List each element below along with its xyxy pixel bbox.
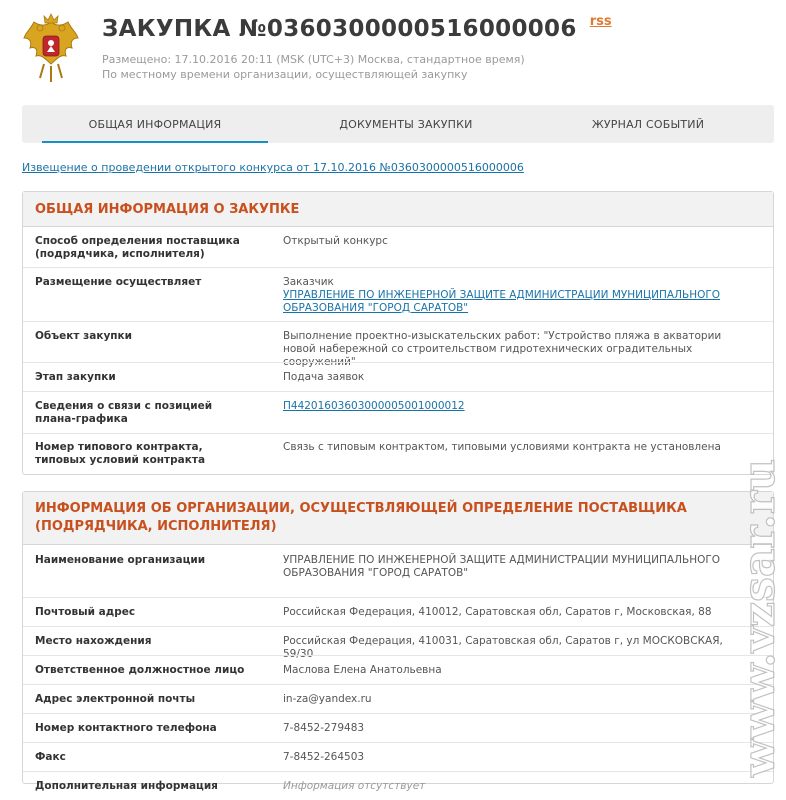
table-row xyxy=(23,227,773,267)
customer-link[interactable]: УПРАВЛЕНИЕ ПО ИНЖЕНЕРНОЙ ЗАЩИТЕ АДМИНИСТРАЦИИ МУНИЦИПАЛЬНОГО ОБРАЗОВАНИЯ "ГОРОД САРАТОВ" xyxy=(283,289,721,314)
table-row xyxy=(23,321,773,368)
row-value: Маслова Елена Анатольевна xyxy=(283,664,442,676)
plan-schedule-link[interactable]: П44201603603000005001000012 xyxy=(283,400,465,412)
row-label: Место нахождения xyxy=(35,635,152,647)
row-label: Номер контактного телефона xyxy=(35,722,217,734)
coat-of-arms-icon xyxy=(22,12,80,84)
row-value: Открытый конкурс xyxy=(283,235,388,247)
table-row xyxy=(23,545,773,597)
row-label: Адрес электронной почты xyxy=(35,693,196,705)
phone-value: 7-8452-279483 xyxy=(283,722,365,734)
fax-value: 7-8452-264503 xyxy=(283,751,365,763)
general-info-heading: ОБЩАЯ ИНФОРМАЦИЯ О ЗАКУПКЕ xyxy=(23,192,773,227)
row-value: Заказчик xyxy=(283,276,334,288)
row-value: Подача заявок xyxy=(283,371,365,383)
table-row xyxy=(23,391,773,433)
tab-events-log[interactable]: ЖУРНАЛ СОБЫТИЙ xyxy=(591,118,705,131)
organization-panel xyxy=(22,491,774,792)
timezone-note: По местному времени организации, осуществляющей закупку xyxy=(102,68,468,81)
table-row xyxy=(23,267,773,321)
table-row xyxy=(23,362,773,391)
table-row xyxy=(23,684,773,713)
table-row xyxy=(23,771,773,800)
row-label: Номер типового контракта, типовых условий контракта xyxy=(35,441,206,466)
organization-heading: ИНФОРМАЦИЯ ОБ ОРГАНИЗАЦИИ, ОСУЩЕСТВЛЯЮЩЕЙ ОПРЕДЕЛЕНИЕ ПОСТАВЩИКА (ПОДРЯДЧИКА, ИСПОЛНИТЕЛЯ) xyxy=(23,492,773,545)
table-row xyxy=(23,626,773,660)
row-value: Российская Федерация, 410031, Саратовская обл, Саратов г, ул МОСКОВСКАЯ, 59/30 xyxy=(283,635,723,660)
table-row xyxy=(23,433,773,476)
row-value: Выполнение проектно-изыскательских работ: "Устройство пляжа в акватории новой набережной со строительством гидротехнических оградительных сооружений" xyxy=(283,330,722,368)
notice-link[interactable]: Извещение о проведении открытого конкурса от 17.10.2016 №0360300000516000006 xyxy=(22,161,524,174)
tab-bar xyxy=(22,105,774,143)
row-label: Дополнительная информация xyxy=(35,780,218,792)
page-title: ЗАКУПКА №0360300000516000006 xyxy=(102,16,577,42)
general-info-panel xyxy=(22,191,774,475)
row-label: Ответственное должностное лицо xyxy=(35,664,245,676)
email-value: in-za@yandex.ru xyxy=(283,693,372,705)
row-label: Сведения о связи с позицией плана-графика xyxy=(35,400,213,425)
posted-date: Размещено: 17.10.2016 20:11 (MSK (UTC+3) Москва, стандартное время) xyxy=(102,53,525,66)
site-watermark xyxy=(728,455,786,785)
table-row xyxy=(23,742,773,771)
row-label: Наименование организации xyxy=(35,554,206,566)
page-header xyxy=(22,10,762,86)
tab-general-info[interactable]: ОБЩАЯ ИНФОРМАЦИЯ xyxy=(42,105,268,143)
row-value: Российская Федерация, 410012, Саратовская обл, Саратов г, Московская, 88 xyxy=(283,606,712,618)
watermark-text: www.vzsar.ru xyxy=(734,459,785,777)
row-label: Факс xyxy=(35,751,66,763)
tab-documents[interactable]: ДОКУМЕНТЫ ЗАКУПКИ xyxy=(339,118,473,131)
row-value: Информация отсутствует xyxy=(283,780,426,792)
row-label: Объект закупки xyxy=(35,330,133,342)
table-row xyxy=(23,597,773,626)
table-row xyxy=(23,713,773,742)
row-value: Связь с типовым контрактом, типовыми условиями контракта не установлена xyxy=(283,441,721,453)
row-label: Размещение осуществляет xyxy=(35,276,202,288)
rss-link[interactable]: rss xyxy=(589,14,612,29)
row-value: УПРАВЛЕНИЕ ПО ИНЖЕНЕРНОЙ ЗАЩИТЕ АДМИНИСТРАЦИИ МУНИЦИПАЛЬНОГО ОБРАЗОВАНИЯ "ГОРОД САРАТОВ" xyxy=(283,554,721,579)
row-label: Способ определения поставщика (подрядчика, исполнителя) xyxy=(35,235,240,260)
row-label: Почтовый адрес xyxy=(35,606,136,618)
table-row xyxy=(23,655,773,684)
row-label: Этап закупки xyxy=(35,371,116,383)
